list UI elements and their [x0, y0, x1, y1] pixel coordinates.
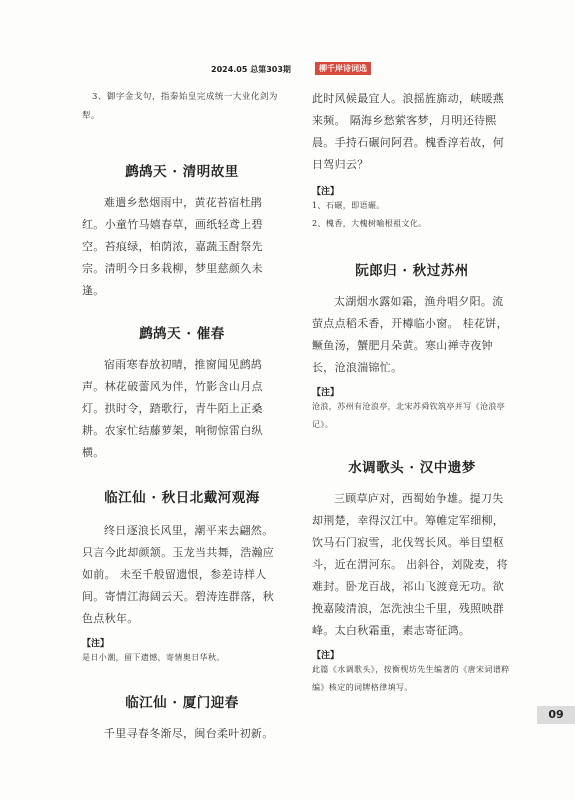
note-item: 2、槐香，大槐树喻根祖文化。: [312, 219, 427, 228]
poem-body: 难遣乡愁烟雨中，黄花苔宿杜鹃红。小童竹马嬉春草，画纸轻鸢上碧空。苔痕绿，柏荫浓，嘉蔬玉酎祭先宗。清明今日多栽柳，梦里慈颜久未逢。: [82, 196, 263, 297]
poem-title: 鹧鸪天 · 清明故里: [125, 164, 239, 180]
poem-title: 鹧鸪天 · 催春: [139, 326, 225, 342]
note-label: 【注】: [312, 651, 340, 661]
issue-info: 2024.05 总第303期: [211, 65, 291, 74]
poem-body: 终日逐浪长风里，潮平来去翩然。只言今此却颜颔。玉龙当共舞，浩瀚应如前。 未至千般留遗恨，参差诗样人间。寄情江海阔云天。碧涛连群落，秋色点秋年。: [82, 524, 275, 625]
intro-note: 3、御字金戈句，指秦始皇完成统一大业化剑为犁。: [82, 92, 278, 121]
poem-body-continued: 此时风候最宜人。浪摇旌旆动，峡暖燕来频。 隔海乡愁萦客梦，月明还待熙晨。手持石碾问阿君。槐香淳若故，何日驾归云？: [312, 92, 505, 171]
note-text: 沧浪，苏州有沧浪亭，北宋苏舜钦筑亭并写《沧浪亭记》。: [312, 402, 506, 429]
column-badge: 柳千岸诗词选: [315, 62, 371, 75]
note-text: 是日小潮，留下遗憾，寄情奥日华秋。: [82, 653, 225, 662]
note-label: 【注】: [312, 187, 340, 197]
poem-title: 临江仙 · 厦门迎春: [125, 695, 239, 711]
note-text: 此篇《水调歌头》，按衡枧坊先生编著的《唐宋词谱粹编》核定的词牌格律填写。: [312, 665, 510, 692]
poem-body: 太湖烟水露如霜，渔舟唱夕阳。流萤点点稻禾香，开樽临小窗。 桂花饼，鳜鱼汤，蟹肥月朵黄。寒山禅寺夜钟长，沧浪湍锦忙。: [312, 295, 508, 374]
poem-title: 阮郎归 · 秋过苏州: [355, 263, 469, 279]
poem-title: 临江仙 · 秋日北戴河观海: [104, 490, 260, 506]
poem-body: 千里寻春冬渐尽，闽台柔叶初新。: [104, 727, 274, 740]
poem-body: 三顾草庐对，西蜀始争雄。提刀失却荆楚，幸得汉江中。筹帷定军细柳，饮马石门寂雪，北伐驾长风。举目望枢斗，近在渭河东。 出斜谷，刘陇麦，将难封。卧龙百战，祁山飞渡竟无功。欲挽嘉陵清浪，怎洗浊尘千里，残照映群峰。太白秋霜重，素志寄征鸿。: [312, 492, 508, 637]
poem-title: 水调歌头 · 汉中遗梦: [348, 460, 476, 476]
page-number: 09: [537, 706, 575, 724]
right-column: [312, 88, 512, 697]
poem-body: 宿雨寒春放初晴，推窗闻见鹧鸪声。林花破蕾风为伴，竹影含山月点灯。拱时令，踏歌行，青牛陌上正桑耕。农家忙结藤萝架，响彻惊雷白纵横。: [82, 358, 263, 459]
note-label: 【注】: [82, 639, 110, 649]
note-label: 【注】: [312, 388, 340, 398]
left-column: [82, 88, 282, 745]
note-item: 1、石碾，即语碾。: [312, 201, 385, 210]
